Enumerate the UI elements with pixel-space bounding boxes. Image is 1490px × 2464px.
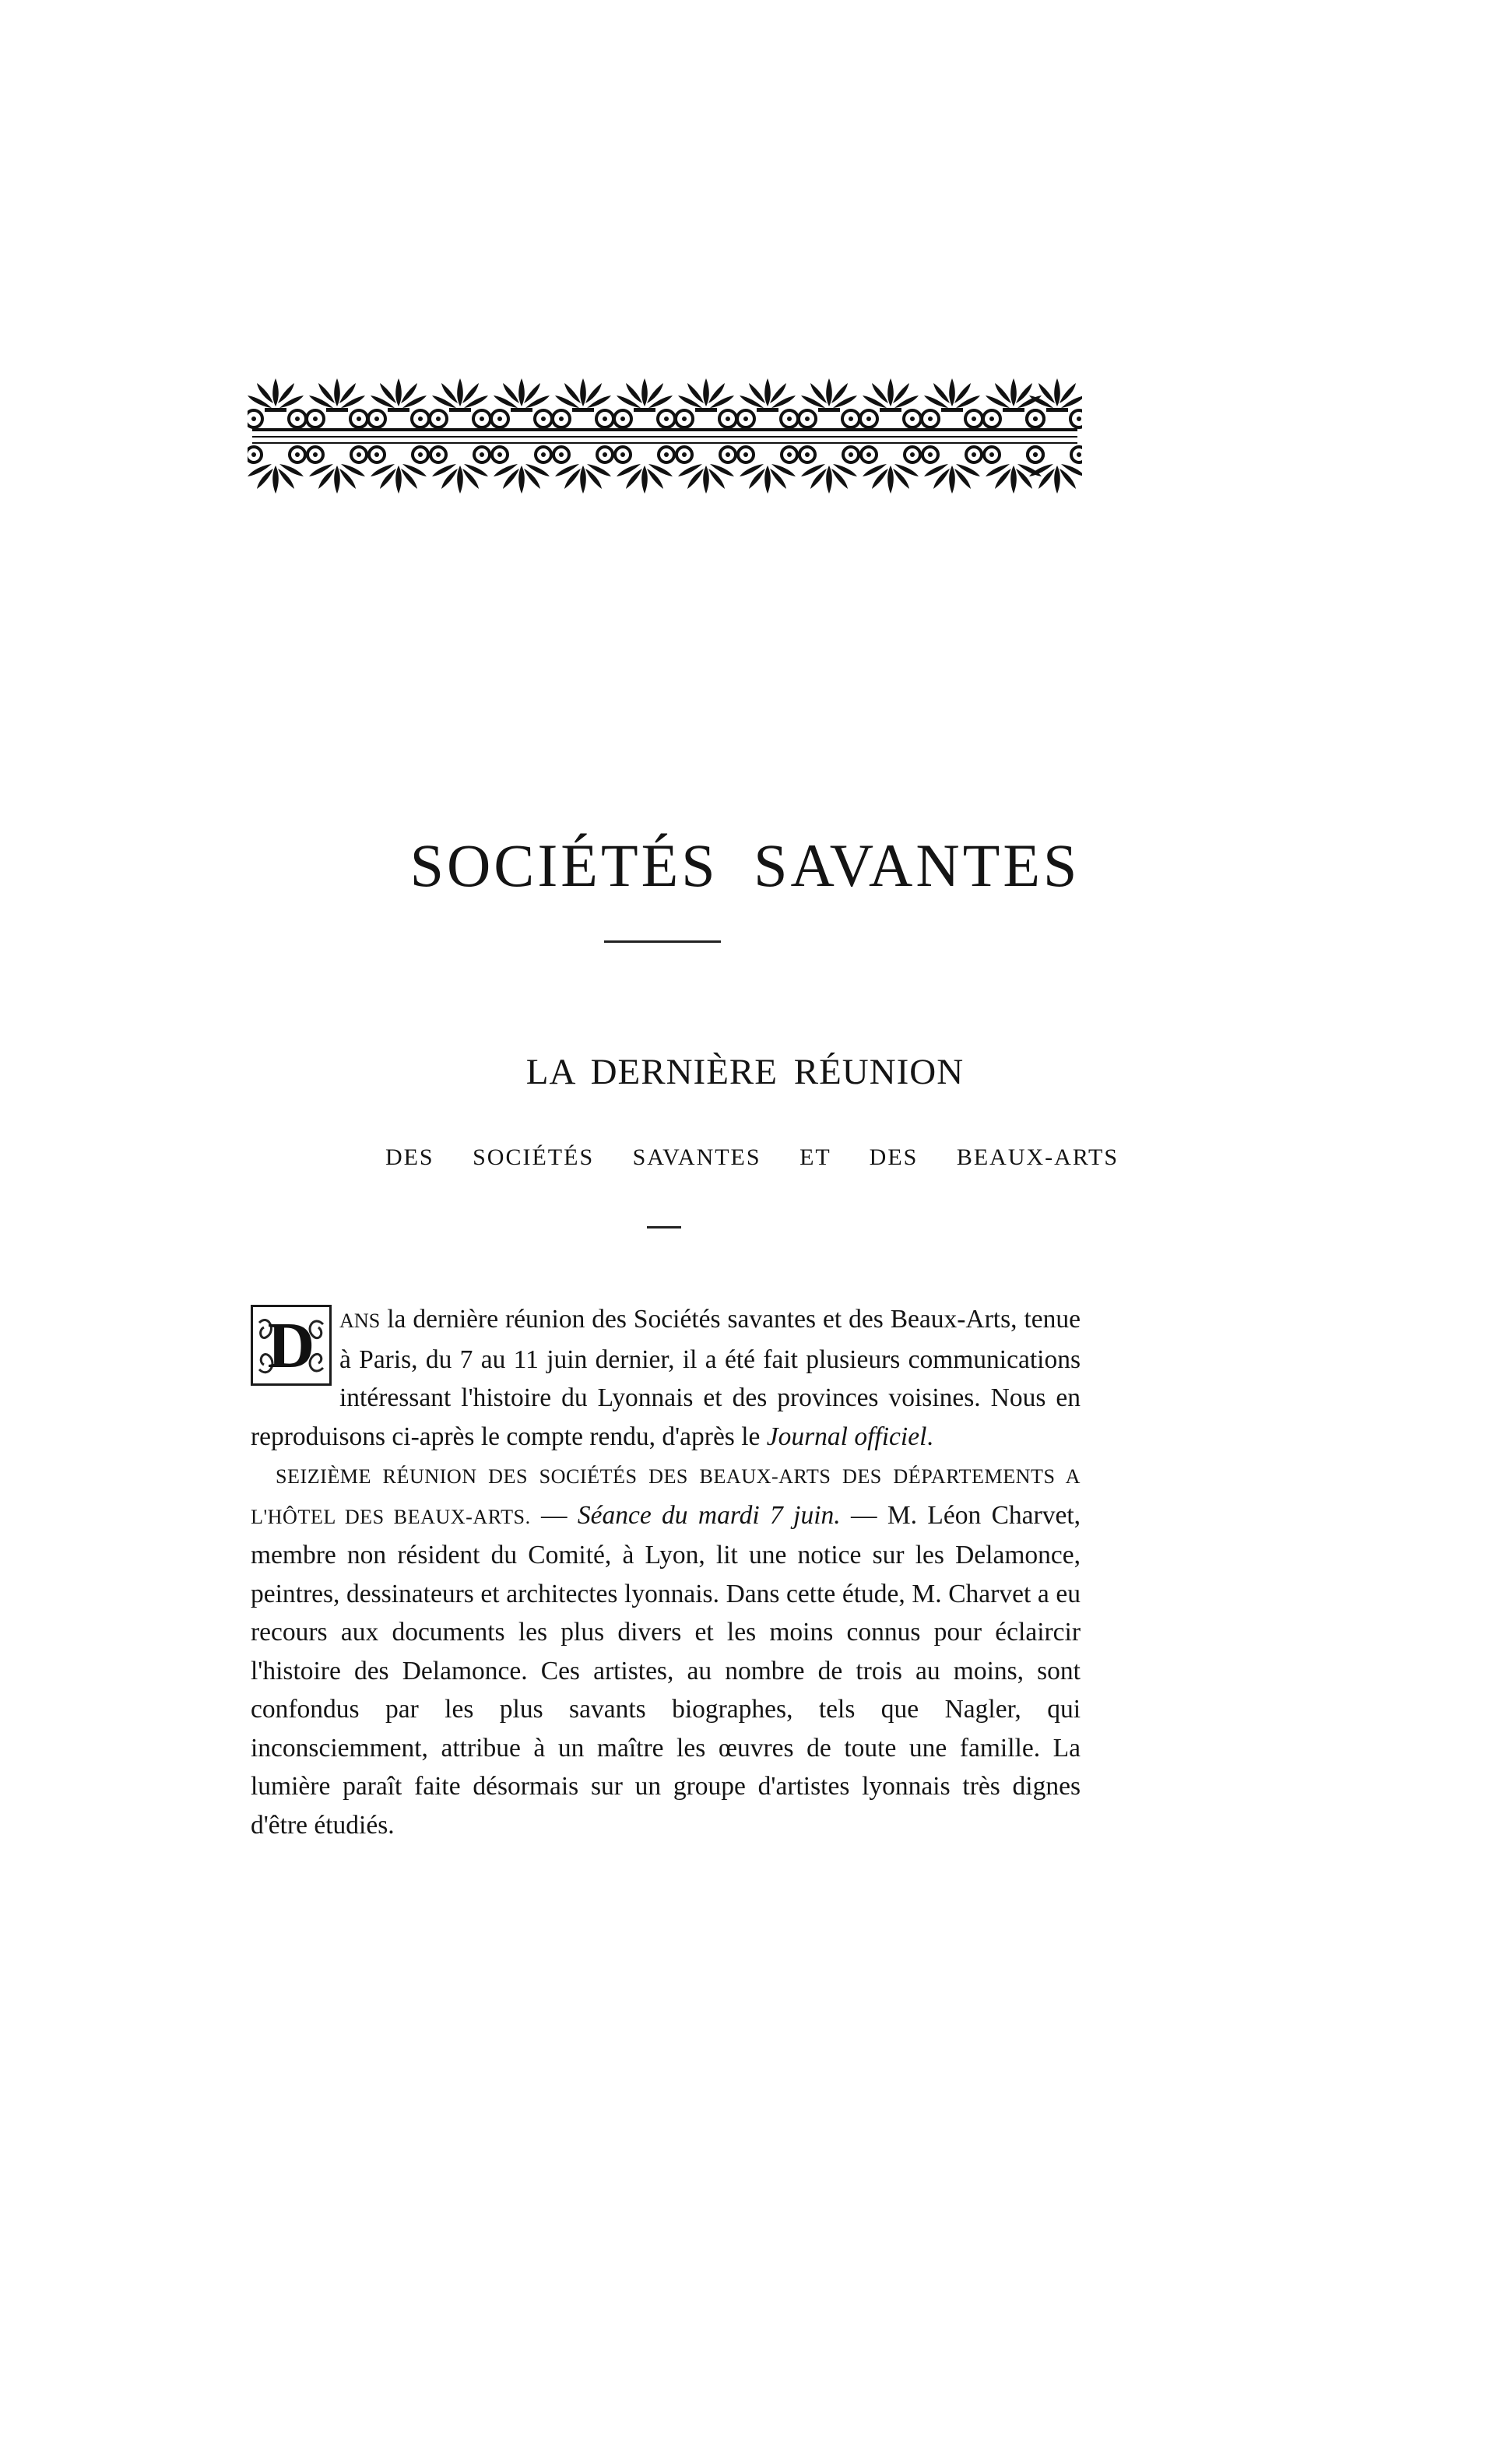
lead-word: ANS bbox=[339, 1309, 381, 1332]
article-body bbox=[251, 1300, 1081, 1844]
paragraph-intro-end: . bbox=[926, 1422, 933, 1451]
paragraph-intro bbox=[251, 1300, 1081, 1456]
section-heading: LA DERNIÈRE RÉUNION bbox=[525, 1052, 965, 1092]
page-title: SOCIÉTÉS SAVANTES bbox=[409, 831, 1081, 900]
journal-title: Journal officiel bbox=[766, 1422, 927, 1451]
paragraph-intro-text: la dernière réunion des Sociétés savantes et des Beaux-Arts, tenue à Paris, du 7 au 11 juin dernier, il a été fait plusieurs communications intéressant l'histoire du Lyonnais et des provinces voisines. Nous en reproduisons ci-après le compte rendu, d'après le bbox=[251, 1305, 1081, 1451]
paragraph-session bbox=[251, 1456, 1081, 1844]
dash: — bbox=[840, 1500, 887, 1530]
dropcap-initial bbox=[251, 1305, 332, 1386]
paragraph-session-text: M. Léon Charvet, membre non résident du Comité, à Lyon, lit une notice sur les Delamonce, peintres, dessinateurs et architectes lyonnais. Dans cette étude, M. Charvet a eu recours aux documents les plus divers et les moins connus pour éclaircir l'histoire des Delamonce. Ces artistes, au nombre de trois au moins, sont confondus par les plus savants biographes, tels que Nagler, qui inconsciemment, attribue à un maître les œuvres de toute une famille. La lumière paraît faite désormais sur un groupe d'artistes lyonnais très dignes d'être étudiés. bbox=[251, 1500, 1081, 1840]
session-date: Séance du mardi 7 juin. bbox=[577, 1500, 841, 1530]
title-divider bbox=[604, 940, 721, 943]
session-heading: SEIZIÈME RÉUNION DES SOCIÉTÉS DES BEAUX-ARTS DES DÉPARTEMENTS A L'HÔTEL DES BEAUX-ARTS. bbox=[251, 1465, 1081, 1528]
dropcap-letter: D bbox=[267, 1309, 315, 1382]
section-divider bbox=[647, 1226, 681, 1228]
dash: — bbox=[530, 1500, 578, 1530]
section-subheading: DES SOCIÉTÉS SAVANTES ET DES BEAUX-ARTS bbox=[385, 1144, 1119, 1170]
palmette-frieze-ornament-icon bbox=[248, 366, 1082, 522]
